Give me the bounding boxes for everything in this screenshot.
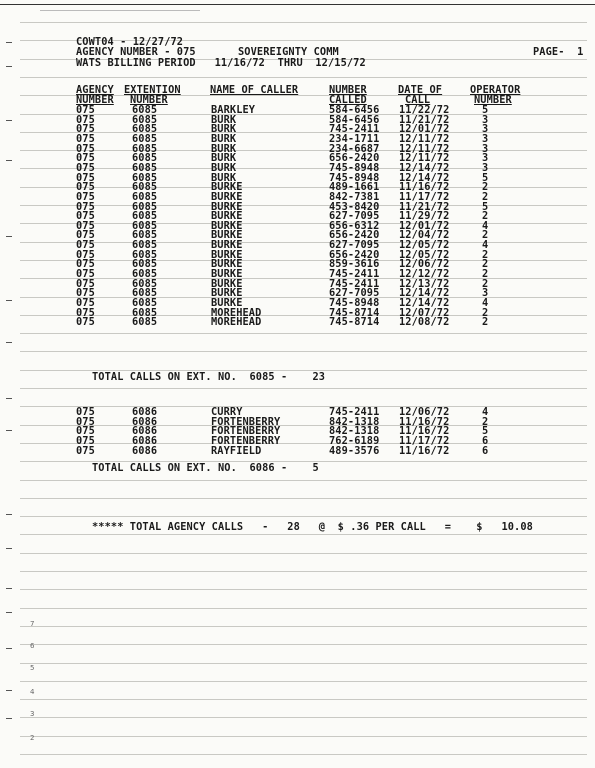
ledger-line [20,480,587,481]
operator-number: 2 [482,210,489,223]
date-of-call: 12/11/72 [399,142,450,155]
ledger-line [20,278,587,279]
number-called: 745-2411 [329,268,380,281]
agency-number: 075 [76,229,95,242]
caller-name: BURKE [211,229,243,242]
number-called: 234-1711 [329,132,380,145]
number-called: 627-7095 [329,287,380,300]
agency-number: 075 [76,181,95,194]
caller-name: FORTENBERRY [211,434,281,447]
col-called-h2: CALLED [329,94,367,106]
ledger-line [20,681,587,682]
operator-number: 6 [482,434,489,447]
date-of-call: 12/12/72 [399,268,450,281]
agency-number: 075 [76,152,95,165]
operator-number: 5 [482,104,489,116]
operator-number: 2 [482,415,489,428]
operator-number: 4 [482,219,489,232]
col-operator-h1: OPERATOR [470,84,521,96]
date-of-call: 12/14/72 [399,161,450,174]
operator-number: 2 [482,258,489,271]
extension-number: 6085 [132,132,158,145]
date-of-call: 12/14/72 [399,287,450,300]
ledger-line [20,699,587,700]
extension-number: 6085 [132,181,158,194]
agency-number: 075 [76,171,95,184]
extension-number: 6085 [132,219,158,232]
agency-number: 075 [76,258,95,271]
operator-number: 5 [482,200,489,213]
feed-mark [6,648,12,649]
date-of-call: 12/14/72 [399,171,450,184]
col-date-h1: DATE OF [398,84,443,96]
number-called: 234-6687 [329,142,380,155]
caller-name: BURKE [211,190,243,203]
extension-number: 6085 [132,113,158,126]
ledger-line [20,315,587,316]
number-called: 745-8714 [329,316,380,329]
feed-mark [6,342,12,343]
agency-number: 075 [76,219,95,232]
margin-number: 2 [30,734,35,742]
ledger-line [20,205,587,206]
agency-number: 075 [76,287,95,300]
ledger-line [20,114,587,115]
caller-name: BURK [211,123,237,136]
extension-number: 6085 [132,190,158,203]
feed-mark [6,588,12,589]
ledger-line [20,553,587,554]
date-of-call: 11/21/72 [399,200,450,213]
feed-mark [6,548,12,549]
ledger-line [20,260,587,261]
caller-name: BURKE [211,297,243,309]
report-id-date: COWT04 - 12/27/72 [76,36,184,48]
agency-number: 075 [76,104,95,116]
ledger-line [20,589,587,590]
date-of-call: 12/01/72 [399,219,450,232]
agency-number: 075 [76,444,95,457]
ledger-line [20,388,587,389]
margin-number: 7 [30,620,35,628]
number-called: 762-6189 [329,434,380,447]
operator-number: 2 [482,277,489,290]
operator-number: 2 [482,248,489,261]
paper-perforation [40,10,200,11]
caller-name: BURKE [211,210,243,223]
extension-number: 6085 [132,268,158,281]
ledger-line [20,333,587,334]
date-of-call: 12/05/72 [399,239,450,252]
ledger-line [20,187,587,188]
agency-name: SOVEREIGNTY COMM [238,46,339,58]
extension-number: 6085 [132,171,158,184]
number-called: 745-2411 [329,277,380,290]
caller-name: CURRY [211,406,243,418]
caller-name: BURKE [211,219,243,232]
date-of-call: 11/21/72 [399,113,450,126]
caller-name: BARKLEY [211,104,256,116]
ledger-line [20,443,587,444]
caller-name: BURKE [211,181,243,194]
number-called: 745-2411 [329,406,380,418]
number-called: 656-2420 [329,152,380,165]
ledger-line [20,626,587,627]
ledger-line [20,22,587,23]
number-called: 745-2411 [329,123,380,136]
ledger-line [20,534,587,535]
number-called: 656-2420 [329,229,380,242]
col-date-h2: CALL [405,94,431,106]
ledger-line [20,644,587,645]
extension-number: 6085 [132,142,158,155]
operator-number: 3 [482,287,489,300]
agency-number: 075 [76,406,95,418]
number-called: 656-2420 [329,248,380,261]
extension-number: 6085 [132,316,158,329]
extension-number: 6085 [132,210,158,223]
operator-number: 2 [482,229,489,242]
agency-number: 075 [76,268,95,281]
agency-number: 075 [76,142,95,155]
extension-number: 6085 [132,306,158,319]
number-called: 453-8420 [329,200,380,213]
ledger-line [20,297,587,298]
caller-name: BURKE [211,268,243,281]
operator-number: 3 [482,152,489,165]
agency-number: 075 [76,161,95,174]
number-called: 627-7095 [329,210,380,223]
feed-mark [6,718,12,719]
extension-number: 6086 [132,444,158,457]
ledger-line [20,571,587,572]
date-of-call: 12/01/72 [399,123,450,136]
feed-mark [6,612,12,613]
date-of-call: 12/11/72 [399,132,450,145]
number-called: 584-6456 [329,113,380,126]
agency-number: 075 [76,239,95,252]
ledger-line [20,516,587,517]
operator-number: 2 [482,316,489,329]
operator-number: 3 [482,113,489,126]
ledger-line [20,498,587,499]
extension-number: 6085 [132,152,158,165]
feed-mark [6,430,12,431]
ledger-line [20,150,587,151]
grand-total: ***** TOTAL AGENCY CALLS - 28 @ $ .36 PER CALL = $ 10.08 [92,521,533,533]
date-of-call: 11/16/72 [399,425,450,438]
caller-name: BURK [211,142,237,155]
operator-number: 2 [482,190,489,203]
number-called: 859-3616 [329,258,380,271]
operator-number: 6 [482,444,489,457]
caller-name: BURKE [211,239,243,252]
operator-number: 3 [482,132,489,145]
margin-number: 5 [30,664,35,672]
feed-mark [6,300,12,301]
agency-number: 075 [76,415,95,428]
number-called: 627-7095 [329,239,380,252]
date-of-call: 11/17/72 [399,434,450,447]
paper-top-edge [0,4,595,5]
date-of-call: 11/29/72 [399,210,450,223]
feed-mark [6,120,12,121]
feed-mark [6,42,12,43]
caller-name: BURK [211,113,237,126]
extension-number: 6085 [132,277,158,290]
col-agency-h1: AGENCY [76,84,114,96]
ledger-line [20,77,587,78]
agency-number: 075 [76,190,95,203]
agency-number: 075 [76,277,95,290]
date-of-call: 12/04/72 [399,229,450,242]
number-called: 489-3576 [329,444,380,457]
ledger-line [20,132,587,133]
agency-number: 075 [76,132,95,145]
extension-number: 6086 [132,425,158,438]
operator-number: 5 [482,425,489,438]
agency-number: 075 [76,316,95,329]
caller-name: BURKE [211,258,243,271]
agency-number: 075 [76,210,95,223]
page-number: PAGE- 1 [533,46,584,58]
billing-period: WATS BILLING PERIOD 11/16/72 THRU 12/15/72 [76,57,366,69]
extension-number: 6085 [132,297,158,309]
agency-number: 075 [76,123,95,136]
date-of-call: 11/17/72 [399,190,450,203]
number-called: 842-1318 [329,415,380,428]
number-called: 842-1318 [329,425,380,438]
extension-number: 6086 [132,415,158,428]
date-of-call: 11/16/72 [399,181,450,194]
caller-name: BURKE [211,287,243,300]
caller-name: BURK [211,152,237,165]
operator-number: 3 [482,142,489,155]
feed-mark [6,514,12,515]
number-called: 745-8948 [329,297,380,309]
operator-number: 3 [482,123,489,136]
ledger-line [20,717,587,718]
feed-mark [6,160,12,161]
col-called-h1: NUMBER [329,84,367,96]
date-of-call: 12/14/72 [399,297,450,309]
date-of-call: 12/06/72 [399,406,450,418]
operator-number: 2 [482,306,489,319]
number-called: 489-1661 [329,181,380,194]
total-ext-6086: TOTAL CALLS ON EXT. NO. 6086 - 5 [92,462,319,474]
margin-number: 6 [30,642,35,650]
caller-name: BURK [211,132,237,145]
caller-name: BURKE [211,200,243,213]
ledger-line [20,223,587,224]
col-operator-h2: NUMBER [474,94,512,106]
extension-number: 6085 [132,104,158,116]
feed-mark [6,690,12,691]
feed-mark [6,398,12,399]
date-of-call: 12/05/72 [399,248,450,261]
agency-number: 075 [76,297,95,309]
agency-number: 075 [76,434,95,447]
col-ext-h2: NUMBER [130,94,168,106]
caller-name: MOREHEAD [211,316,262,329]
caller-name: BURK [211,161,237,174]
date-of-call: 12/13/72 [399,277,450,290]
caller-name: MOREHEAD [211,306,262,319]
date-of-call: 12/07/72 [399,306,450,319]
caller-name: BURKE [211,248,243,261]
feed-mark [6,236,12,237]
ledger-line [20,242,587,243]
extension-number: 6085 [132,239,158,252]
date-of-call: 12/06/72 [399,258,450,271]
caller-name: BURKE [211,277,243,290]
ledger-line [20,663,587,664]
date-of-call: 12/11/72 [399,152,450,165]
col-ext-h1: EXTENTION [124,84,181,96]
margin-number: 4 [30,688,35,696]
operator-number: 4 [482,297,489,309]
number-called: 745-8714 [329,306,380,319]
ledger-line [20,736,587,737]
col-agency-h2: NUMBER [76,94,114,106]
operator-number: 3 [482,161,489,174]
agency-number: 075 [76,425,95,438]
number-called: 745-8948 [329,171,380,184]
col-caller-h1: NAME OF CALLER [210,84,299,96]
agency-number: 075 [76,200,95,213]
caller-name: RAYFIELD [211,444,262,457]
number-called: 842-7381 [329,190,380,203]
total-ext-6085: TOTAL CALLS ON EXT. NO. 6085 - 23 [92,371,326,383]
ledger-line [20,351,587,352]
extension-number: 6086 [132,434,158,447]
agency-number: 075 [76,306,95,319]
date-of-call: 11/22/72 [399,104,450,116]
extension-number: 6085 [132,258,158,271]
operator-number: 2 [482,268,489,281]
ledger-line [20,406,587,407]
agency-number: 075 [76,248,95,261]
number-called: 584-6456 [329,104,380,116]
agency-number: AGENCY NUMBER - 075 [76,46,196,58]
feed-mark [6,66,12,67]
extension-number: 6085 [132,248,158,261]
operator-number: 4 [482,239,489,252]
operator-number: 4 [482,406,489,418]
operator-number: 2 [482,181,489,194]
caller-name: FORTENBERRY [211,415,281,428]
ledger-line [20,168,587,169]
caller-name: FORTENBERRY [211,425,281,438]
extension-number: 6086 [132,406,158,418]
margin-number: 3 [30,710,35,718]
extension-number: 6085 [132,200,158,213]
extension-number: 6085 [132,161,158,174]
caller-name: BURK [211,171,237,184]
number-called: 656-6312 [329,219,380,232]
operator-number: 5 [482,171,489,184]
extension-number: 6085 [132,229,158,242]
extension-number: 6085 [132,287,158,300]
extension-number: 6085 [132,123,158,136]
ledger-line [20,608,587,609]
date-of-call: 12/08/72 [399,316,450,329]
date-of-call: 11/16/72 [399,444,450,457]
ledger-line [20,754,587,755]
date-of-call: 11/16/72 [399,415,450,428]
number-called: 745-8948 [329,161,380,174]
ledger-line [20,425,587,426]
agency-number: 075 [76,113,95,126]
